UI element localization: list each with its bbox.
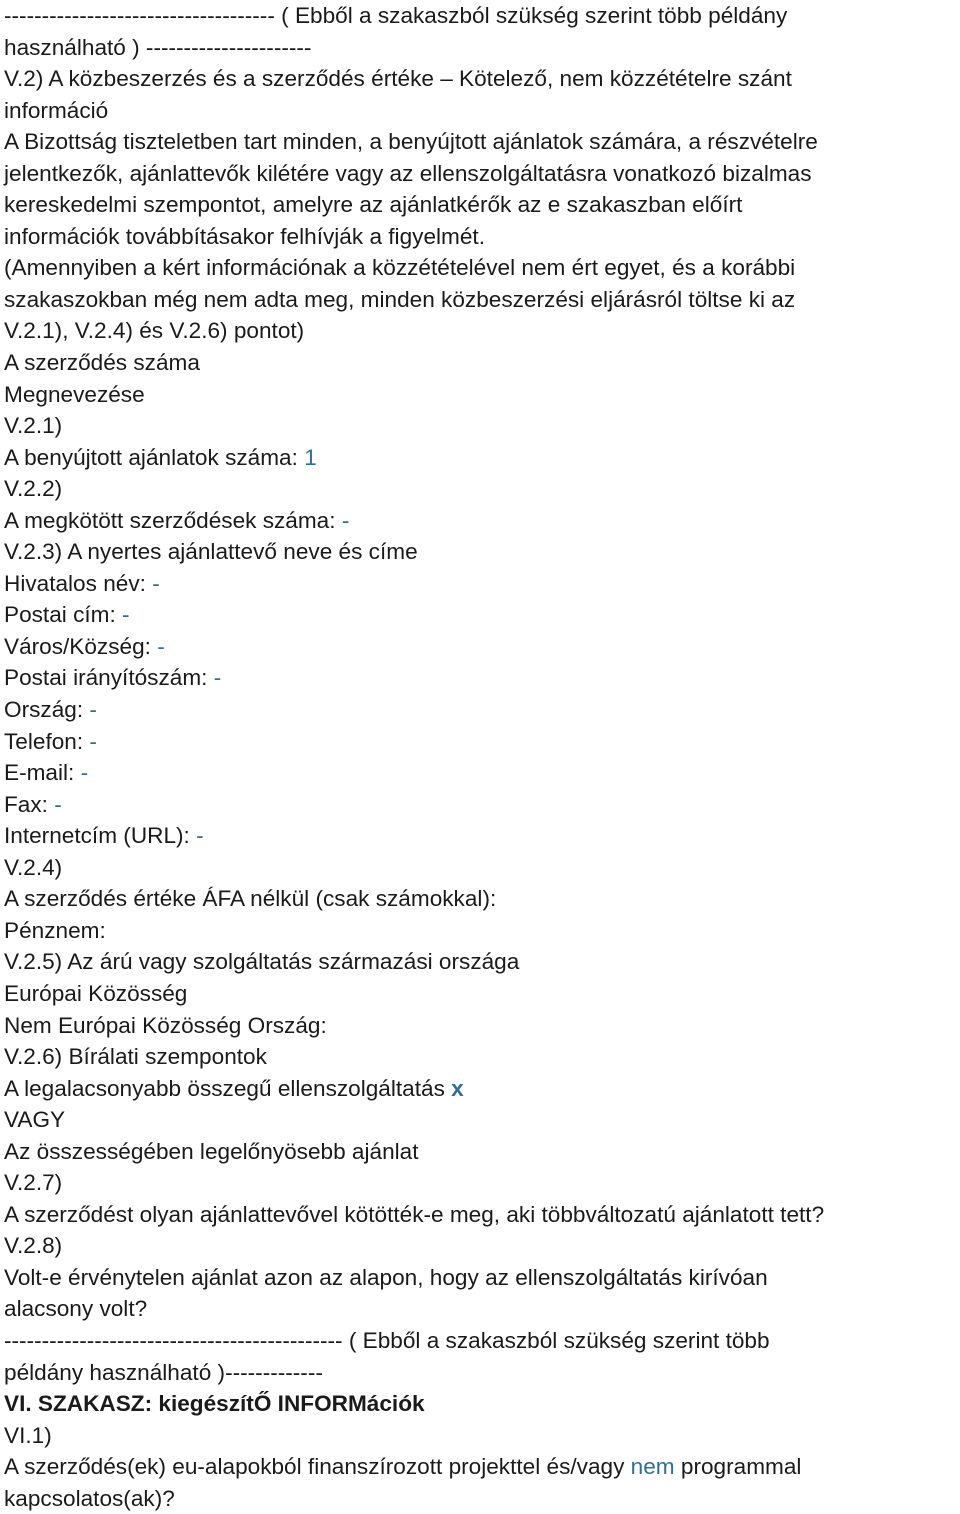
section-heading-v25: V.2.5) Az árú vagy szolgáltatás származási országa <box>4 949 520 975</box>
criterion-label-2: Az összességében legelőnyösebb ajánlat <box>4 1138 419 1164</box>
field-value: - <box>152 570 160 596</box>
section-heading-v2-cont: információ <box>4 97 109 123</box>
field-row <box>4 662 956 694</box>
field-label: Postai irányítószám: <box>4 665 208 691</box>
field-label: Ország: <box>4 697 84 723</box>
field-label: A megkötött szerződések száma: <box>4 507 336 533</box>
field-row <box>4 820 956 852</box>
currency-label: Pénznem: <box>4 917 106 943</box>
question-text-cont: alacsony volt? <box>4 1296 148 1322</box>
section-heading-v26: V.2.6) Bírálati szempontok <box>4 1044 267 1070</box>
section-heading-vi: VI. SZAKASZ: kiegészítŐ INFORMációk <box>4 1391 425 1417</box>
field-row <box>4 726 956 758</box>
paragraph-line: információk továbbításakor felhívják a figyelmét. <box>4 223 485 249</box>
criterion-row <box>4 1073 956 1105</box>
field-label: Postai cím: <box>4 602 116 628</box>
question-row <box>4 1451 956 1483</box>
paragraph-line: A Bizottság tiszteletben tart minden, a benyújtott ajánlatok számára, a részvételre <box>4 129 818 155</box>
or-text: VAGY <box>4 1107 66 1133</box>
criterion-label: A legalacsonyabb összegű ellenszolgáltatás <box>4 1075 445 1101</box>
option-non-eu: Nem Európai Közösség Ország: <box>4 1012 327 1038</box>
paragraph-line: V.2.1), V.2.4) és V.2.6) pontot) <box>4 318 305 344</box>
field-label: Város/Község: <box>4 633 151 659</box>
field-label: Internetcím (URL): <box>4 823 190 849</box>
answer-value: nem <box>630 1454 675 1480</box>
separator-text-cont: használható ) ---------------------- <box>4 34 312 60</box>
field-row <box>4 442 956 474</box>
field-row <box>4 789 956 821</box>
field-row <box>4 568 956 600</box>
question-suffix: programmal <box>680 1454 802 1480</box>
field-label: Fax: <box>4 791 48 817</box>
field-value: - <box>122 602 130 628</box>
separator-text-cont: példány használható )------------- <box>4 1359 323 1385</box>
paragraph-line: (Amennyiben a kért információnak a közzétételével nem ért egyet, és a korábbi <box>4 255 796 281</box>
field-row <box>4 599 956 631</box>
field-label: Telefon: <box>4 728 84 754</box>
field-value: 1 <box>304 444 317 470</box>
field-value: - <box>80 760 89 786</box>
question-text-cont: kapcsolatos(ak)? <box>4 1485 175 1511</box>
name-label: Megnevezése <box>4 381 145 407</box>
separator-text: ------------------------------------ ( Ebből a szakaszból szükség szerint több példány <box>4 3 788 28</box>
contract-number-label: A szerződés száma <box>4 350 200 376</box>
section-number: V.2.8) <box>4 1233 63 1259</box>
question-text: Volt-e érvénytelen ajánlat azon az alapon, hogy az ellenszolgáltatás kirívóan <box>4 1264 768 1290</box>
section-heading-v23: V.2.3) A nyertes ajánlattevő neve és címe <box>4 539 418 565</box>
contract-value-label: A szerződés értéke ÁFA nélkül (csak számokkal): <box>4 886 497 912</box>
paragraph-line: kereskedelmi szempontot, amelyre az ajánlatkérők az e szakaszban előírt <box>4 192 743 218</box>
field-label: A benyújtott ajánlatok száma: <box>4 444 298 470</box>
field-value: - <box>196 823 204 849</box>
field-row <box>4 694 956 726</box>
separator-text: --------------------------------------------- ( Ebből a szakaszból szükség szerint több <box>4 1327 770 1353</box>
paragraph-line: jelentkezők, ajánlattevők kilétére vagy az ellenszolgáltatásra vonatkozó bizalmas <box>4 160 812 186</box>
field-row <box>4 757 956 789</box>
field-value: - <box>54 791 62 817</box>
field-value: - <box>89 728 97 754</box>
field-value: - <box>213 665 222 691</box>
section-number: VI.1) <box>4 1422 52 1448</box>
field-value: - <box>157 633 165 659</box>
section-number: V.2.7) <box>4 1170 63 1196</box>
question-text: A szerződést olyan ajánlattevővel kötötték-e meg, aki többváltozatú ajánlatott tett? <box>4 1201 825 1227</box>
paragraph-line: szakaszokban még nem adta meg, minden közbeszerzési eljárásról töltse ki az <box>4 286 796 312</box>
field-value: - <box>341 507 350 533</box>
field-label: Hivatalos név: <box>4 570 146 596</box>
section-number: V.2.4) <box>4 854 63 880</box>
section-heading-v2: V.2) A közbeszerzés és a szerződés értéke – Kötelező, nem közzétételre szánt <box>4 66 792 92</box>
section-number: V.2.2) <box>4 476 63 502</box>
question-label: A szerződés(ek) eu-alapokból finanszírozott projekttel és/vagy <box>4 1454 625 1480</box>
field-label: E-mail: <box>4 760 75 786</box>
field-row <box>4 631 956 663</box>
field-row <box>4 505 956 537</box>
option-eu: Európai Közösség <box>4 980 188 1006</box>
field-value: - <box>89 697 97 723</box>
criterion-mark: x <box>451 1075 464 1101</box>
section-number: V.2.1) <box>4 413 63 439</box>
